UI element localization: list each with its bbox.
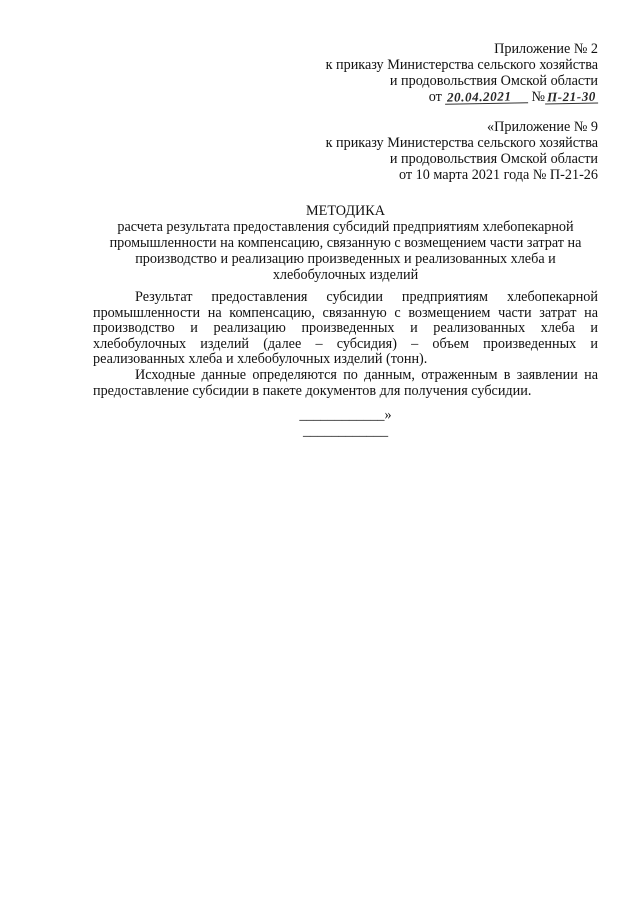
appendix-header (326, 41, 598, 105)
paragraph-line: производство и реализацию произведенных и реализованных хлеба и (93, 320, 598, 337)
appendix-title: Приложение № 2 (494, 41, 598, 57)
closing-line-quote: ____________» (299, 407, 392, 423)
paragraph-line: промышленности на компенсацию, связанную с возмещением части затрат на (93, 304, 598, 321)
quoted-appendix-date-line: от 10 марта 2021 года № П-21-26 (399, 167, 598, 183)
closing-line: ____________ (302, 423, 389, 439)
appendix-order-line: к приказу Министерства сельского хозяйства (325, 57, 598, 73)
quoted-appendix-header (326, 119, 598, 183)
quoted-appendix-order-line: к приказу Министерства сельского хозяйства (325, 135, 598, 151)
quoted-appendix-title: «Приложение № 9 (487, 119, 598, 135)
number-prefix: № (531, 89, 546, 105)
methodology-heading: МЕТОДИКА (306, 203, 385, 219)
paragraph-line: хлебобулочных изделий (далее – субсидия) – объем произведенных и (93, 335, 598, 352)
appendix-ministry-line: и продовольствия Омской области (389, 73, 598, 89)
methodology-title (93, 203, 598, 283)
date-prefix: от (428, 89, 442, 105)
paragraph-line: реализованных хлеба и хлебобулочных изделий (тонн). (93, 351, 428, 368)
appendix-date-line (326, 89, 598, 105)
paragraph-result (93, 290, 598, 368)
methodology-subtitle-line: расчета результата предоставления субсидий предприятиям хлебопекарной (117, 219, 574, 235)
paragraph-source-data (93, 368, 598, 399)
methodology-subtitle-line: производство и реализацию произведенных и реализованных хлеба и (135, 251, 556, 267)
paragraph-line: предоставление субсидии в пакете документов для получения субсидии. (93, 382, 532, 399)
body-text (93, 290, 598, 399)
paragraph-line: Исходные данные определяются по данным, отраженным в заявлении на (135, 366, 598, 383)
handwritten-date: 20.04.2021 (445, 89, 528, 104)
closing-lines (93, 407, 598, 439)
methodology-subtitle-line: промышленности на компенсацию, связанную с возмещением части затрат на (109, 235, 582, 251)
methodology-subtitle-line: хлебобулочных изделий (272, 267, 419, 283)
paragraph-line: Результат предоставления субсидии предприятиям хлебопекарной (135, 289, 598, 305)
quoted-appendix-ministry-line: и продовольствия Омской области (389, 151, 598, 167)
handwritten-number: П-21-30 (546, 88, 597, 105)
